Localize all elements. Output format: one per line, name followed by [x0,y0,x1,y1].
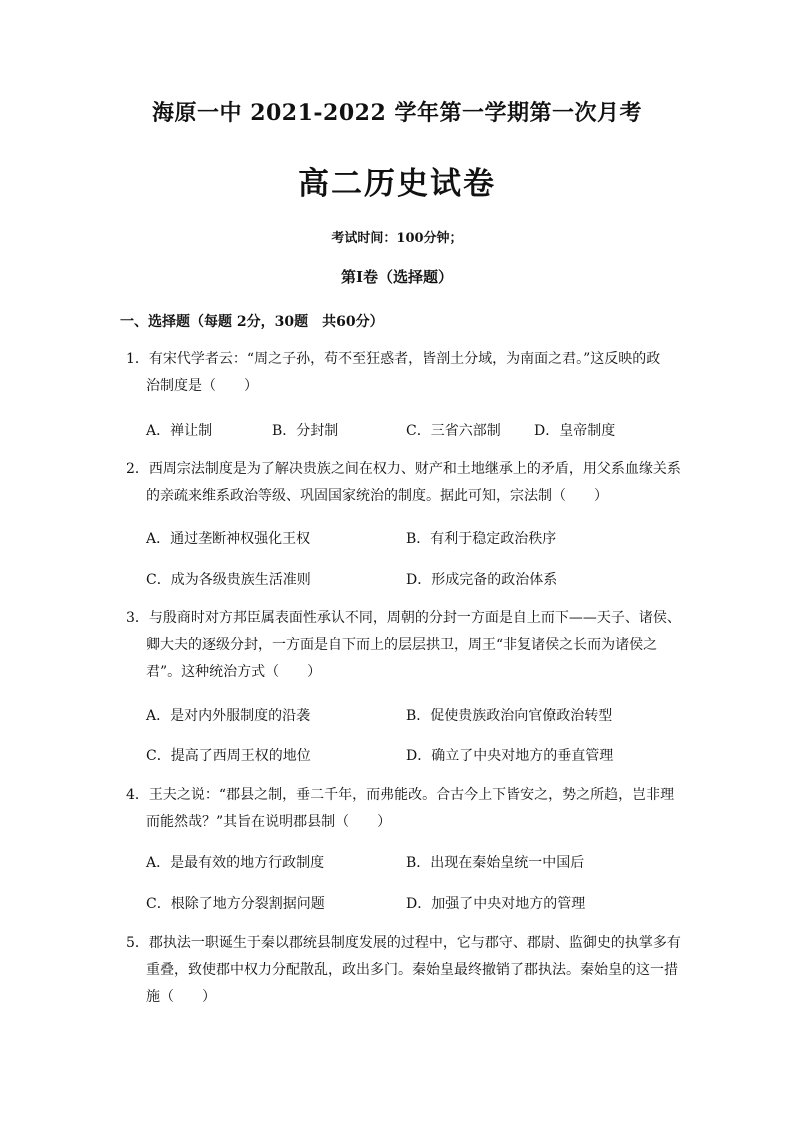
question-text-line: 而能然哉？”其旨在说明郡县制（ ） [146,814,392,830]
question-1-option-b: B．分封制 [272,423,339,439]
question-text-line: 西周宗法制度是为了解决贵族之间在权力、财产和土地继承上的矛盾，用父系血缘关系 [148,461,681,477]
question-1-stem [126,346,686,400]
question-4-option-c: C．根除了地方分裂割据问题 [146,896,325,912]
question-2-option-a: A．通过垄断神权强化王权 [146,531,311,547]
question-text-line: 君”。这种统治方式（ ） [146,664,322,680]
question-3-option-a: A．是对内外服制度的沿袭 [146,708,311,724]
question-text-line: 与殷商时对方邦臣属表面性承认不同，周朝的分封一方面是自上而下——天子、诸侯、 [148,610,681,626]
exam-subtitle: 高二历史试卷 [298,166,496,202]
question-1-option-d: D．皇帝制度 [534,423,616,439]
question-2-option-b: B．有利于稳定政治秩序 [406,531,557,547]
question-number: 3． [126,610,149,626]
question-4-option-b: B．出现在秦始皇统一中国后 [406,855,585,871]
question-1-option-a: A．禅让制 [146,423,213,439]
exam-time: 考试时间：100分钟； [331,231,463,246]
question-text-line: 王夫之说：“郡县之制，垂二千年，而弗能改。合古今上下皆安之，势之所趋，岂非理 [148,787,675,803]
question-3-option-b: B．促使贵族政治向官僚政治转型 [406,708,613,724]
question-text-line: 有宋代学者云：“周之子孙，苟不至狂惑者，皆剖土分域，为南面之君。”这反映的政 [148,351,661,367]
question-3-stem [126,605,686,686]
question-number: 4． [126,787,149,803]
section-heading: 一、选择题（每题 2分，30题 共60分） [120,314,384,330]
question-text-line: 治制度是（ ） [146,378,258,394]
question-text-line: 卿大夫的逐级分封，一方面是自下而上的层层拱卫，周王“非复诸侯之长而为诸侯之 [146,637,658,653]
question-text-line: 施（ ） [146,989,216,1005]
exam-title: 海原一中 2021-2022 学年第一学期第一次月考 [152,100,642,126]
volume-heading: 第I卷（选择题） [340,268,454,286]
question-5-stem [126,930,686,1011]
question-3-option-c: C．提高了西周王权的地位 [146,748,311,764]
question-4-stem [126,782,686,836]
question-number: 5． [126,935,149,951]
question-4-option-a: A．是最有效的地方行政制度 [146,855,325,871]
question-4-option-d: D．加强了中央对地方的管理 [406,896,586,912]
question-2-option-d: D．形成完备的政治体系 [406,572,558,588]
question-2-stem [126,456,686,510]
question-2-option-c: C．成为各级贵族生活准则 [146,572,311,588]
question-number: 1． [126,351,149,367]
question-3-option-d: D．确立了中央对地方的垂直管理 [406,748,614,764]
question-text-line: 郡执法一职诞生于秦以郡统县制度发展的过程中，它与郡守、郡尉、监御史的执掌多有 [148,935,681,951]
question-text-line: 重叠，致使郡中权力分配散乱，政出多门。秦始皇最终撤销了郡执法。秦始皇的这一措 [146,962,678,978]
question-text-line: 的亲疏来维系政治等级、巩固国家统治的制度。据此可知，宗法制（ ） [146,488,608,504]
question-number: 2． [126,461,149,477]
question-1-option-c: C．三省六部制 [406,423,501,439]
